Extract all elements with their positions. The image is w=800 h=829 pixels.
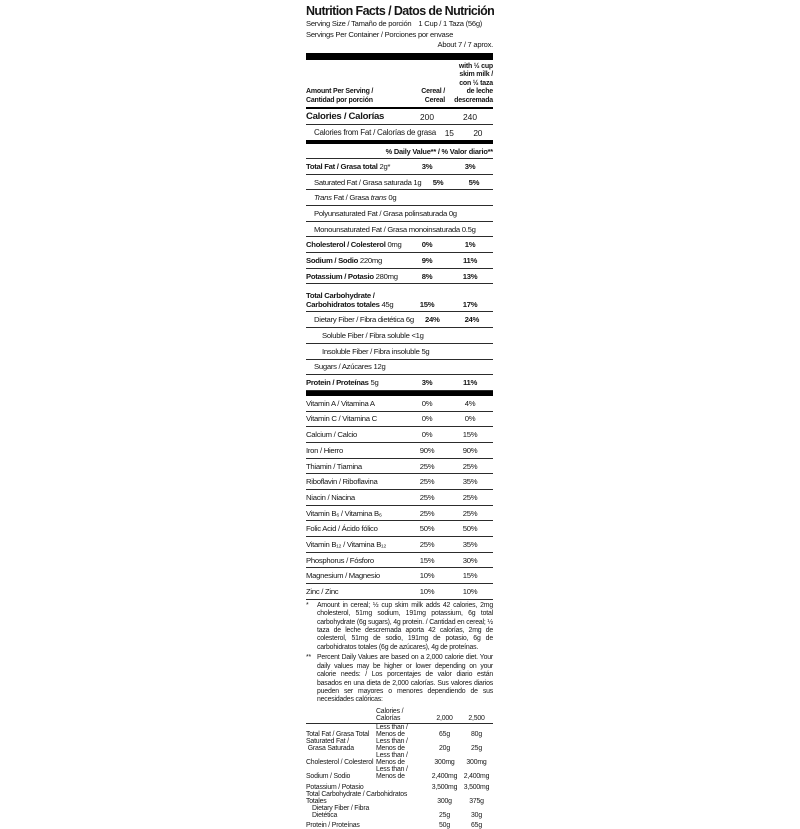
table-row-value-2500: 30g — [471, 811, 482, 819]
table-row-value-2000: 3,500mg — [431, 783, 458, 791]
value-cereal: 3% — [421, 161, 433, 171]
table-row-value-2000: 300mg — [434, 758, 455, 766]
calories-from-fat-row — [306, 125, 493, 140]
footnote — [306, 654, 493, 704]
value-cereal: 10% — [419, 571, 435, 581]
reference-values-table — [306, 708, 493, 829]
nutrient-label: Saturated Fat / Grasa saturada 1g — [314, 177, 422, 187]
table-row-value-2500: 25g — [471, 744, 482, 752]
vitamin-label: Riboflavin / Riboflavina — [306, 477, 378, 487]
value-cereal: 25% — [419, 492, 435, 502]
value-with-milk: 1% — [464, 240, 476, 250]
nutrient-row — [306, 206, 493, 222]
table-row-value-2500: 2,400mg — [463, 772, 490, 780]
table-row-label: Sodium / Sodio — [306, 772, 351, 780]
value-cereal: 5% — [432, 177, 444, 187]
vitamin-row — [306, 396, 493, 412]
vitamin-label: Calcium / Calcio — [306, 430, 358, 440]
nutrient-label: Protein / Proteínas 5g — [306, 378, 379, 388]
value-with-milk: 35% — [462, 477, 478, 487]
value-with-milk: 50% — [462, 524, 478, 534]
nutrient-row — [306, 159, 493, 175]
serving-size-label: Serving Size / Tamaño de porción — [306, 19, 412, 28]
value-cereal: 50% — [419, 524, 435, 534]
calories-from-fat-milk: 20 — [473, 127, 483, 138]
nutrient-row — [306, 269, 493, 285]
nutrient-row — [306, 190, 493, 206]
nutrient-row — [306, 237, 493, 253]
value-cereal: 0% — [421, 240, 433, 250]
value-with-milk: 11% — [462, 378, 478, 388]
calories-value-cereal: 200 — [420, 111, 434, 122]
value-cereal: 0% — [421, 430, 433, 440]
value-cereal: 24% — [424, 315, 440, 325]
nutrients-section — [306, 159, 493, 391]
table-row-qualifier: Less than / Menos de — [376, 737, 408, 752]
nutrient-label: Sodium / Sodio 220mg — [306, 255, 382, 265]
serving-size-value: 1 Cup / 1 Taza (56g) — [418, 19, 483, 28]
vitamin-row — [306, 459, 493, 475]
calories-label: Calories / Calorías — [306, 111, 385, 123]
nutrition-facts-panel — [306, 4, 493, 829]
value-with-milk: 10% — [462, 587, 478, 596]
nutrient-row — [306, 360, 493, 376]
footnote — [306, 602, 493, 652]
nutrient-label: Potassium / Potasio 280mg — [306, 271, 398, 281]
vitamin-row — [306, 427, 493, 443]
vitamin-label: Iron / Hierro — [306, 445, 343, 455]
value-cereal: 0% — [421, 414, 433, 424]
vitamin-row — [306, 584, 493, 600]
table-row — [306, 791, 493, 805]
value-with-milk: 5% — [468, 177, 480, 187]
value-cereal: 15% — [419, 555, 435, 565]
footnote-text: Percent Daily Values are based on a 2,000 calorie diet. Your daily values may be higher or lower depending on your calorie needs: / Los porcentajes de valor diario están basados en una dieta de 2,000 calorías. Sus valores diarios pueden ser mayores o menores dependiendo de sus necesidades calóricas: — [317, 654, 493, 704]
calories-from-fat-cereal: 15 — [444, 127, 454, 138]
page-title: Nutrition Facts / Datos de Nutrición — [306, 4, 495, 18]
value-cereal: 8% — [421, 271, 433, 281]
table-row-value-2000: 65g — [439, 730, 450, 738]
value-cereal: 15% — [419, 300, 435, 310]
footnote-marker: ** — [306, 654, 312, 662]
value-cereal: 3% — [421, 378, 433, 388]
table-row-value-2500: 300mg — [466, 758, 487, 766]
vitamin-label: Vitamin A / Vitamina A — [306, 398, 375, 408]
table-row-value-2000: 50g — [439, 822, 450, 829]
table-row-value-2000: 25g — [439, 811, 450, 819]
footnote-text: Amount in cereal; ½ cup skim milk adds 42 calories, 2mg cholesterol, 51mg sodium, 191mg potassium, 6g total carbohydrate (6g sugars), 4g protein. / Cantidad en cereal; ½ taza de leche descremada aporta 42 calorías, 2mg de colesterol, 51mg de sodio, 191mg de potasio, 6g de carbohidratos totales (6g de azúcares), 4g de proteínas. — [317, 601, 493, 651]
value-cereal: 25% — [419, 539, 435, 549]
table-row-value-2500: 80g — [471, 730, 482, 738]
vitamin-row — [306, 521, 493, 537]
value-with-milk: 4% — [464, 398, 476, 408]
table-row — [306, 805, 493, 819]
value-with-milk: 13% — [462, 271, 478, 281]
vitamin-label: Vitamin C / Vitamina C — [306, 414, 377, 424]
table-row-qualifier: Less than / Menos de — [376, 751, 408, 766]
nutrient-row — [306, 344, 493, 360]
value-cereal: 0% — [421, 398, 433, 408]
table-row-label: Cholesterol / Colesterol — [306, 758, 374, 766]
nutrient-row — [306, 222, 493, 238]
table-header-calories: Calories / Calorías — [376, 707, 404, 722]
nutrient-row — [306, 312, 493, 328]
calories-row — [306, 109, 493, 125]
nutrient-label: Total Fat / Grasa total 2g* — [306, 161, 391, 171]
nutrient-label: Soluble Fiber / Fibra soluble <1g — [322, 331, 424, 340]
table-row-label: Potassium / Potasio — [306, 783, 364, 791]
table-row-value-2500: 65g — [471, 822, 482, 829]
value-with-milk: 90% — [462, 445, 478, 455]
daily-value-header: % Daily Value** / % Valor diario** — [306, 144, 493, 159]
nutrient-row — [306, 328, 493, 344]
value-with-milk: 15% — [462, 430, 478, 440]
value-cereal: 25% — [419, 461, 435, 471]
vitamin-row — [306, 506, 493, 522]
vitamin-label: Niacin / Niacina — [306, 492, 355, 502]
vitamin-row — [306, 412, 493, 428]
table-header-2500: 2,500 — [468, 714, 485, 722]
table-row-label: Total Carbohydrate / Carbohidratos Totales — [306, 790, 408, 805]
table-row-label: Dietary Fiber / Fibra Dietética — [312, 804, 370, 819]
servings-per-container-line: Servings Per Container / Porciones por envase — [306, 29, 454, 39]
table-header-2000: 2,000 — [436, 714, 453, 722]
vitamin-label: Folic Acid / Ácido fólico — [306, 524, 378, 534]
table-row — [306, 738, 493, 752]
nutrient-label: Insoluble Fiber / Fibra insoluble 5g — [322, 346, 430, 356]
vitamins-section — [306, 396, 493, 600]
vitamin-row — [306, 474, 493, 490]
table-row-value-2000: 300g — [437, 797, 452, 805]
vitamin-label: Thiamin / Tiamina — [306, 461, 362, 471]
value-cereal: 9% — [421, 255, 433, 265]
nutrient-label: Monounsaturated Fat / Grasa monoinsaturada 0.5g — [314, 224, 476, 234]
value-with-milk: 11% — [462, 255, 478, 265]
vitamin-label: Zinc / Zinc — [306, 587, 339, 596]
calories-value-milk: 240 — [463, 111, 477, 122]
table-row — [306, 780, 493, 791]
table-row-value-2500: 3,500mg — [463, 783, 490, 791]
nutrient-label: Polyunsaturated Fat / Grasa polinsaturada 0g — [314, 208, 457, 218]
table-header-row — [306, 708, 493, 724]
nutrient-row — [306, 284, 493, 312]
table-row-value-2500: 375g — [469, 797, 484, 805]
vitamin-row — [306, 553, 493, 569]
column-headers — [306, 63, 493, 110]
nutrient-row — [306, 253, 493, 269]
value-with-milk: 25% — [462, 508, 478, 518]
value-cereal: 25% — [419, 508, 435, 518]
value-with-milk: 3% — [464, 161, 476, 171]
servings-count: About 7 / 7 aprox. — [437, 40, 493, 49]
amount-per-serving-header: Amount Per Serving / Cantidad por porción — [306, 88, 374, 104]
table-row-label: Protein / Proteínas — [306, 822, 360, 829]
vitamin-row — [306, 443, 493, 459]
vitamin-label: Phosphorus / Fósforo — [306, 555, 374, 565]
value-with-milk: 25% — [462, 461, 478, 471]
value-with-milk: 17% — [462, 300, 478, 310]
vitamin-row — [306, 490, 493, 506]
value-with-milk: 15% — [462, 571, 478, 581]
value-cereal: 25% — [419, 477, 435, 487]
calories-from-fat-label: Calories from Fat / Calorías de grasa — [314, 128, 436, 138]
nutrient-label: Total Carbohydrate / Carbohidratos totales 45g — [306, 291, 394, 310]
table-row — [306, 766, 493, 780]
table-row-value-2000: 20g — [439, 744, 450, 752]
with-milk-column-header: with ½ cup skim milk / con ½ taza de leche descremada — [454, 62, 493, 104]
table-row-qualifier: Less than / Menos de — [376, 765, 408, 780]
nutrient-label: Cholesterol / Colesterol 0mg — [306, 240, 402, 250]
table-row-label: Total Fat / Grasa Total — [306, 730, 370, 738]
table-row-label: Saturated Fat / Grasa Saturada — [306, 737, 354, 752]
nutrient-row — [306, 175, 493, 191]
divider-thick-top — [306, 53, 493, 60]
nutrient-label: Dietary Fiber / Fibra dietética 6g — [314, 315, 414, 325]
vitamin-label: Magnesium / Magnesio — [306, 571, 380, 581]
cereal-column-header: Cereal / Cereal — [421, 88, 445, 104]
vitamin-row — [306, 568, 493, 584]
footnotes-section — [306, 602, 493, 705]
value-with-milk: 30% — [462, 555, 478, 565]
table-row — [306, 752, 493, 766]
serving-size-line — [306, 19, 493, 30]
table-row-qualifier: Less than / Menos de — [376, 723, 408, 738]
vitamin-label: Vitamin B₆ / Vitamina B₆ — [306, 508, 382, 518]
vitamin-row — [306, 537, 493, 553]
value-with-milk: 35% — [462, 539, 478, 549]
table-row — [306, 724, 493, 738]
value-with-milk: 25% — [462, 492, 478, 502]
nutrient-label: Trans Fat / Grasa trans 0g — [314, 193, 397, 203]
value-cereal: 90% — [419, 445, 435, 455]
value-with-milk: 0% — [464, 414, 476, 424]
table-row-value-2000: 2,400mg — [431, 772, 458, 780]
value-cereal: 10% — [419, 587, 435, 596]
nutrient-row — [306, 375, 493, 391]
table-row — [306, 819, 493, 829]
value-with-milk: 24% — [464, 315, 480, 325]
footnote-marker: * — [306, 601, 309, 609]
vitamin-label: Vitamin B₁₂ / Vitamina B₁₂ — [306, 539, 387, 549]
nutrient-label: Sugars / Azúcares 12g — [314, 362, 386, 372]
